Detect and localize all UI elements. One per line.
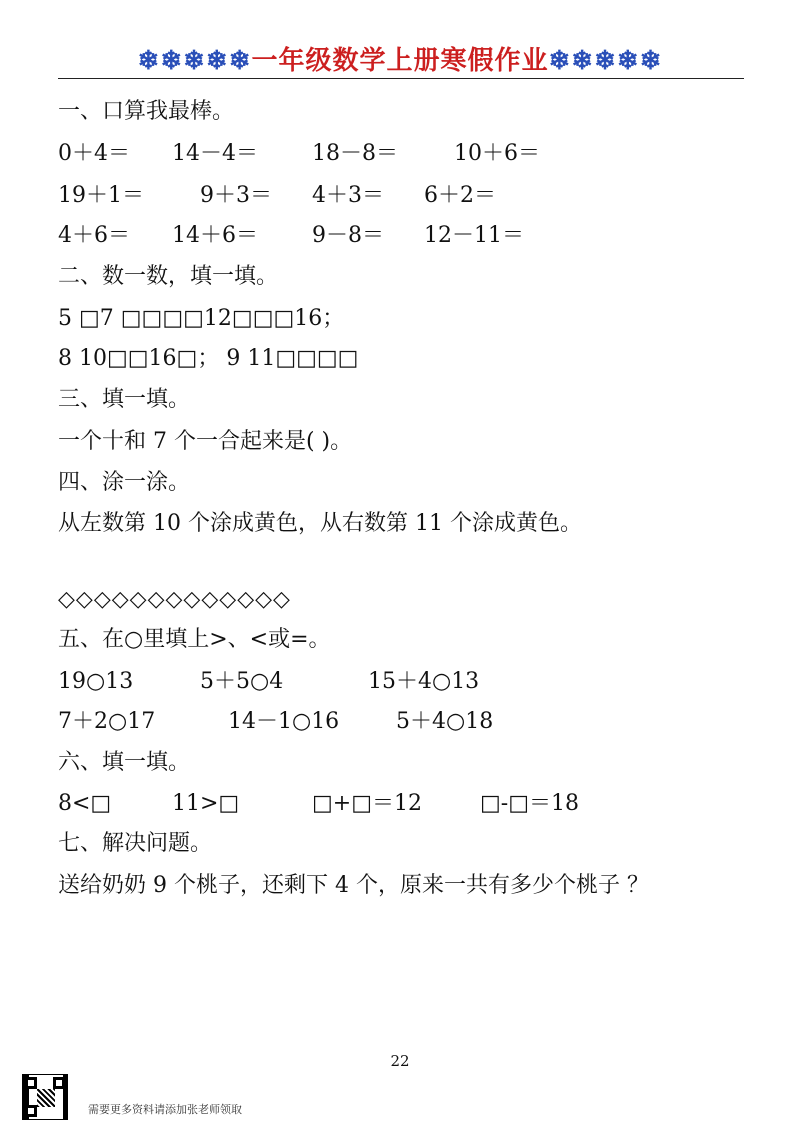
worksheet-header: [0, 40, 800, 77]
section5-heading: 五、在○里填上>、<或=。: [58, 627, 331, 652]
arith-3-2: 14＋6＝: [172, 223, 258, 248]
fill-item-2: 11>□: [172, 791, 240, 816]
compare-1-1: 19○13: [58, 669, 134, 694]
section4-heading: 四、涂一涂。: [58, 470, 191, 495]
arith-2-2: 9＋3＝: [200, 183, 272, 208]
compare-2-3: 5＋4○18: [396, 709, 494, 734]
compare-2-1: 7＋2○17: [58, 709, 156, 734]
worksheet-title: 一年级数学上册寒假作业: [251, 46, 549, 76]
fill-item-4: □-□＝18: [480, 791, 580, 816]
section7-heading: 七、解决问题。: [58, 831, 213, 856]
arith-3-3: 9－8＝: [312, 223, 384, 248]
section3-heading: 三、填一填。: [58, 387, 191, 412]
fill-item-1: 8<□: [58, 791, 112, 816]
qr-code-icon: [22, 1074, 68, 1120]
arith-2-4: 6＋2＝: [424, 183, 496, 208]
diamond-shapes-row: ◇◇◇◇◇◇◇◇◇◇◇◇◇: [58, 587, 291, 612]
section7-question: 送给奶奶 9 个桃子，还剩下 4 个，原来一共有多少个桃子 ？: [58, 873, 649, 898]
snowflake-icon-row-left: ❄❄❄❄❄: [137, 46, 252, 76]
section6-heading: 六、填一填。: [58, 750, 191, 775]
snowflake-icon-row-right: ❄❄❄❄❄: [548, 46, 663, 76]
section1-heading: 一、口算我最棒。: [58, 99, 235, 124]
arith-1-3: 18－8＝: [312, 141, 398, 166]
compare-2-2: 14－1○16: [228, 709, 340, 734]
arith-2-3: 4＋3＝: [312, 183, 384, 208]
compare-1-2: 5＋5○4: [200, 669, 284, 694]
arith-1-2: 14－4＝: [172, 141, 258, 166]
header-divider: [58, 78, 744, 79]
footer-note: 需要更多资料请添加张老师领取: [88, 1103, 242, 1116]
arith-1-4: 10＋6＝: [454, 141, 540, 166]
arith-2-1: 19＋1＝: [58, 183, 144, 208]
section2-heading: 二、数一数，填一填。: [58, 264, 279, 289]
fill-item-3: □+□＝12: [312, 791, 423, 816]
section3-question: 一个十和 7 个一合起来是( )。: [58, 429, 353, 454]
arith-3-4: 12－11＝: [424, 223, 524, 248]
arith-1-1: 0＋4＝: [58, 141, 130, 166]
compare-1-3: 15＋4○13: [368, 669, 480, 694]
sequence-line-2: 8 10□□16□； 9 11□□□□: [58, 346, 359, 371]
arith-3-1: 4＋6＝: [58, 223, 130, 248]
page-number: 22: [390, 1052, 410, 1070]
sequence-line-1: 5 □7 □□□□12□□□16；: [58, 306, 345, 331]
section4-instruction: 从左数第 10 个涂成黄色，从右数第 11 个涂成黄色。: [58, 511, 582, 536]
